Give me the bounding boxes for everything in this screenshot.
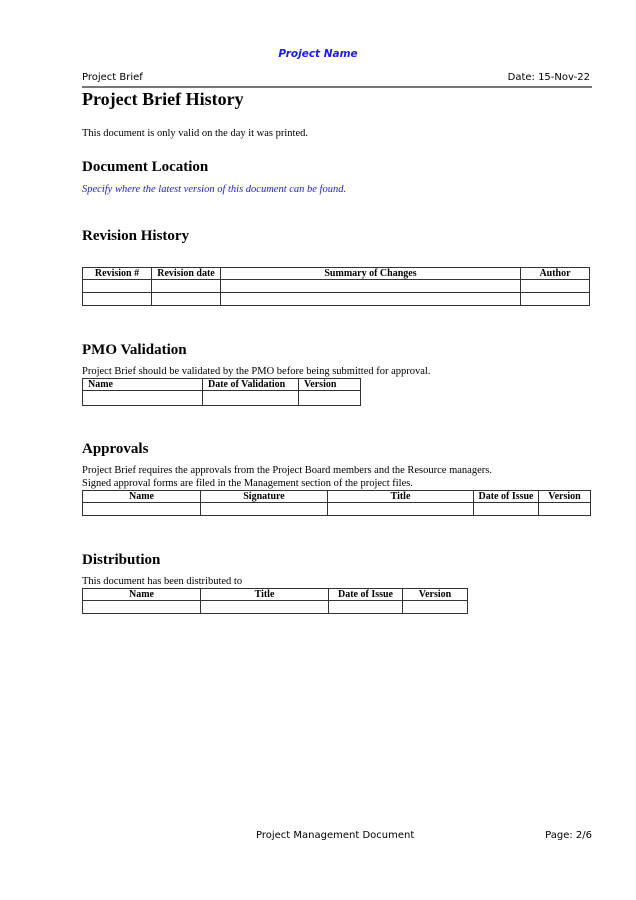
column-header: Version	[539, 491, 591, 503]
table-cell[interactable]	[521, 293, 590, 306]
pmo-validation-table	[82, 378, 361, 406]
revision-history-heading: Revision History	[82, 228, 190, 244]
column-header: Name	[83, 491, 201, 503]
header-document-type: Project Brief	[82, 72, 143, 83]
project-name: Project Name	[278, 48, 358, 60]
table-cell[interactable]	[221, 293, 521, 306]
table-header-row	[83, 379, 361, 391]
table-cell[interactable]	[221, 280, 521, 293]
table-row	[83, 280, 590, 293]
table-row	[83, 503, 591, 516]
table-cell[interactable]	[152, 280, 221, 293]
table-cell[interactable]	[403, 601, 468, 614]
page-title: Project Brief History	[82, 89, 244, 109]
table-cell[interactable]	[201, 601, 329, 614]
column-header: Revision #	[83, 268, 152, 280]
table-cell[interactable]	[83, 503, 201, 516]
footer-document-label: Project Management Document	[256, 830, 415, 841]
column-header: Date of Validation	[203, 379, 299, 391]
revision-history-table	[82, 267, 590, 306]
column-header: Name	[83, 589, 201, 601]
document-location-heading: Document Location	[82, 159, 209, 175]
approvals-heading: Approvals	[82, 441, 149, 457]
validity-note: This document is only valid on the day it was printed.	[82, 128, 309, 139]
table-cell[interactable]	[539, 503, 591, 516]
distribution-description: This document has been distributed to	[82, 576, 243, 587]
column-header: Version	[299, 379, 361, 391]
document-location-instruction: Specify where the latest version of this document can be found.	[82, 184, 347, 195]
table-header-row	[83, 491, 591, 503]
column-header: Author	[521, 268, 590, 280]
footer-page-number: Page: 2/6	[545, 830, 592, 841]
distribution-heading: Distribution	[82, 552, 161, 568]
table-header-row	[83, 268, 590, 280]
table-cell[interactable]	[328, 503, 474, 516]
pmo-validation-heading: PMO Validation	[82, 342, 187, 358]
column-header: Revision date	[152, 268, 221, 280]
table-cell[interactable]	[329, 601, 403, 614]
table-header-row	[83, 589, 468, 601]
table-cell[interactable]	[83, 391, 203, 406]
pmo-validation-description: Project Brief should be validated by the PMO before being submitted for approval.	[82, 366, 431, 377]
table-cell[interactable]	[474, 503, 539, 516]
approvals-description-line1: Project Brief requires the approvals from the Project Board members and the Resource managers.	[82, 465, 492, 476]
table-cell[interactable]	[83, 293, 152, 306]
table-row	[83, 391, 361, 406]
table-cell[interactable]	[201, 503, 328, 516]
column-header: Title	[328, 491, 474, 503]
distribution-table	[82, 588, 468, 614]
table-cell[interactable]	[83, 601, 201, 614]
table-cell[interactable]	[521, 280, 590, 293]
column-header: Title	[201, 589, 329, 601]
table-cell[interactable]	[299, 391, 361, 406]
column-header: Date of Issue	[474, 491, 539, 503]
table-row	[83, 293, 590, 306]
table-cell[interactable]	[152, 293, 221, 306]
header-divider	[82, 86, 592, 88]
header-date: Date: 15-Nov-22	[507, 72, 590, 83]
table-row	[83, 601, 468, 614]
approvals-table	[82, 490, 591, 516]
table-cell[interactable]	[203, 391, 299, 406]
column-header: Signature	[201, 491, 328, 503]
table-cell[interactable]	[83, 280, 152, 293]
column-header: Date of Issue	[329, 589, 403, 601]
approvals-description-line2: Signed approval forms are filed in the Management section of the project files.	[82, 478, 413, 489]
column-header: Name	[83, 379, 203, 391]
column-header: Summary of Changes	[221, 268, 521, 280]
column-header: Version	[403, 589, 468, 601]
